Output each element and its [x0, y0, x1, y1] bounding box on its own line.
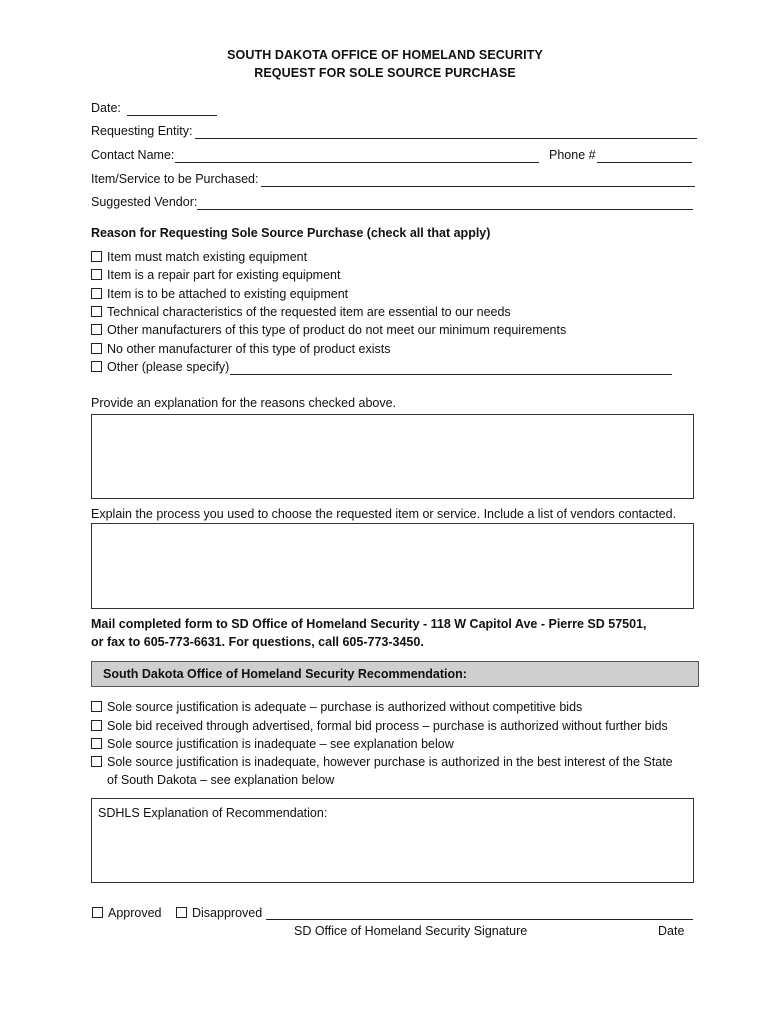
recommendation-explanation-box[interactable]: [91, 798, 694, 883]
recommendation-option[interactable]: Sole source justification is inadequate, however purchase is authorized in the best interest of the State: [91, 755, 673, 769]
recommendation-option-continued: of South Dakota – see explanation below: [107, 773, 335, 787]
checkbox[interactable]: [91, 324, 102, 335]
reason-option[interactable]: Technical characteristics of the requested item are essential to our needs: [91, 305, 511, 319]
phone-field[interactable]: [597, 162, 692, 163]
requesting-entity-field[interactable]: [195, 138, 697, 139]
date-field[interactable]: [127, 115, 217, 116]
checkbox[interactable]: [176, 907, 187, 918]
checkbox[interactable]: [91, 720, 102, 731]
recommendation-heading: South Dakota Office of Homeland Security Recommendation:: [103, 667, 467, 681]
other-specify-field[interactable]: [230, 374, 672, 375]
checkbox[interactable]: [91, 269, 102, 280]
checkbox[interactable]: [92, 907, 103, 918]
approved-option[interactable]: Approved: [92, 906, 162, 920]
suggested-vendor-field[interactable]: [197, 209, 693, 210]
disapproved-option[interactable]: Disapproved: [176, 906, 262, 920]
reasons-heading: Reason for Requesting Sole Source Purchase (check all that apply): [91, 226, 491, 240]
item-service-label: Item/Service to be Purchased:: [91, 172, 259, 186]
requesting-entity-label: Requesting Entity:: [91, 124, 193, 138]
explanation-prompt: Provide an explanation for the reasons checked above.: [91, 396, 397, 410]
mail-instructions-line2: or fax to 605-773-6631. For questions, call 605-773-3450.: [91, 635, 424, 649]
checkbox[interactable]: [91, 738, 102, 749]
phone-label: Phone #: [549, 148, 596, 162]
form-title-line2: REQUEST FOR SOLE SOURCE PURCHASE: [254, 66, 516, 80]
checkbox[interactable]: [91, 306, 102, 317]
recommendation-option[interactable]: Sole bid received through advertised, formal bid process – purchase is authorized without further bids: [91, 719, 668, 733]
reason-option-other[interactable]: Other (please specify): [91, 360, 229, 374]
checkbox[interactable]: [91, 251, 102, 262]
reason-option[interactable]: Item is to be attached to existing equipment: [91, 287, 348, 301]
reason-option[interactable]: Item must match existing equipment: [91, 250, 307, 264]
contact-name-label: Contact Name:: [91, 148, 175, 162]
checkbox[interactable]: [91, 361, 102, 372]
recommendation-option[interactable]: Sole source justification is adequate – purchase is authorized without competitive bids: [91, 700, 582, 714]
explanation-textarea[interactable]: [91, 414, 694, 499]
form-title-line1: SOUTH DAKOTA OFFICE OF HOMELAND SECURITY: [227, 48, 543, 62]
recommendation-header-bar: [91, 661, 699, 687]
date-label: Date:: [91, 101, 121, 115]
process-prompt: Explain the process you used to choose the requested item or service. Include a list of vendors contacted.: [91, 507, 677, 521]
signature-field[interactable]: [266, 919, 693, 920]
contact-name-field[interactable]: [175, 162, 539, 163]
recommendation-option[interactable]: Sole source justification is inadequate – see explanation below: [91, 737, 454, 751]
checkbox[interactable]: [91, 343, 102, 354]
checkbox[interactable]: [91, 288, 102, 299]
checkbox[interactable]: [91, 701, 102, 712]
suggested-vendor-label: Suggested Vendor:: [91, 195, 198, 209]
signature-label: SD Office of Homeland Security Signature: [294, 924, 528, 938]
signature-date-label: Date: [658, 924, 685, 938]
reason-option[interactable]: Item is a repair part for existing equipment: [91, 268, 340, 282]
process-textarea[interactable]: [91, 523, 694, 609]
reason-option[interactable]: No other manufacturer of this type of product exists: [91, 342, 390, 356]
mail-instructions-line1: Mail completed form to SD Office of Homeland Security - 118 W Capitol Ave - Pierre SD 57501,: [91, 617, 647, 631]
reason-option[interactable]: Other manufacturers of this type of product do not meet our minimum requirements: [91, 323, 566, 337]
item-service-field[interactable]: [261, 186, 695, 187]
checkbox[interactable]: [91, 756, 102, 767]
recommendation-explanation-label: SDHLS Explanation of Recommendation:: [98, 806, 328, 820]
